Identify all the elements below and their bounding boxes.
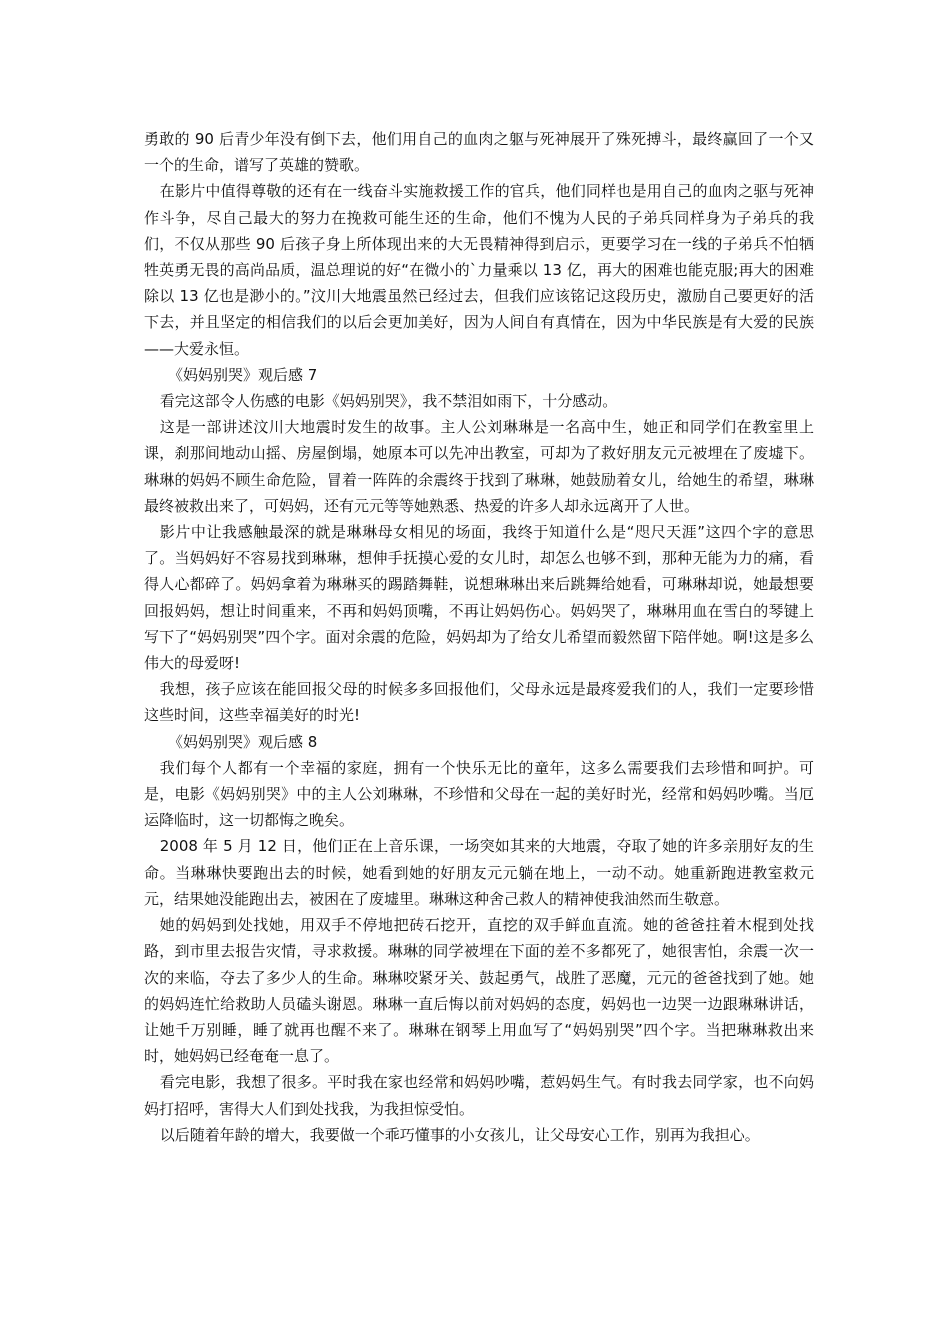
paragraph: 在影片中值得尊敬的还有在一线奋斗实施救援工作的官兵，他们同样也是用自己的血肉之驱与死神作斗争，尽自己最大的努力在挽救可能生还的生命，他们不愧为人民的子弟兵同样身为子弟兵的我们，不仅从那些 90 后孩子身上所体现出来的大无畏精神得到启示，更要学习在一线的子弟兵不怕牺牲英勇无畏的高尚品质，温总理说的好“在微小的`力量乘以 13 亿，再大的困难也能克服;再大的困难除以 13 亿也是渺小的。”汶川大地震虽然已经过去，但我们应该铭记这段历史，激励自己要更好的活下去，并且坚定的相信我们的以后会更加美好，因为人间自有真情在，因为中华民族是有大爱的民族——大爱永恒。 (144, 182, 814, 358)
paragraph: 看完电影，我想了很多。平时我在家也经常和妈妈吵嘴，惹妈妈生气。有时我去同学家，也不向妈妈打招呼，害得大人们到处找我，为我担惊受怕。 (144, 1073, 814, 1118)
paragraph: 2008 年 5 月 12 日，他们正在上音乐课，一场突如其来的大地震，夺取了她的许多亲朋好友的生命。当琳琳快要跑出去的时候，她看到她的好朋友元元躺在地上，一动不动。她重新跑进教室救元元，结果她没能跑出去，被困在了废墟里。琳琳这种舍己救人的精神使我油然而生敬意。 (144, 837, 814, 908)
document-body (144, 126, 814, 1148)
paragraph: 我想，孩子应该在能回报父母的时候多多回报他们，父母永远是最疼爱我们的人，我们一定要珍惜这些时间，这些幸福美好的时光! (144, 680, 814, 725)
paragraph: 这是一部讲述汶川大地震时发生的故事。主人公刘琳琳是一名高中生，她正和同学们在教室里上课，刹那间地动山摇、房屋倒塌，她原本可以先冲出教室，可却为了救好朋友元元被埋在了废墟下。琳琳的妈妈不顾生命危险，冒着一阵阵的余震终于找到了琳琳，她鼓励着女儿，给她生的希望，琳琳最终被救出来了，可妈妈，还有元元等等她熟悉、热爱的许多人却永远离开了人世。 (144, 418, 814, 515)
paragraph: 看完这部令人伤感的电影《妈妈别哭》，我不禁泪如雨下，十分感动。 (159, 392, 618, 411)
section-title: 《妈妈别哭》观后感 7 (168, 365, 318, 384)
section-title: 《妈妈别哭》观后感 8 (168, 732, 318, 751)
paragraph: 我们每个人都有一个幸福的家庭，拥有一个快乐无比的童年，这多么需要我们去珍惜和呵护。可是，电影《妈妈别哭》中的主人公刘琳琳，不珍惜和父母在一起的美好时光，经常和妈妈吵嘴。当厄运降临时，这一切都悔之晚矣。 (144, 758, 814, 830)
paragraph: 她的妈妈到处找她，用双手不停地把砖石挖开，直挖的双手鲜血直流。她的爸爸拄着木棍到处找路，到市里去报告灾情，寻求救援。琳琳的同学被埋在下面的差不多都死了，她很害怕，余震一次一次的来临，夺去了多少人的生命。琳琳咬紧牙关、鼓起勇气，战胜了恶魔，元元的爸爸找到了她。她的妈妈连忙给救助人员磕头谢恩。琳琳一直后悔以前对妈妈的态度，妈妈也一边哭一边跟琳琳讲话，让她千万别睡，睡了就再也醒不来了。琳琳在钢琴上用血写了“妈妈别哭”四个字。当把琳琳救出来时，她妈妈已经奄奄一息了。 (144, 916, 814, 1066)
paragraph: 影片中让我感触最深的就是琳琳母女相见的场面，我终于知道什么是“咫尺天涯”这四个字的意思了。当妈妈好不容易找到琳琳，想伸手抚摸心爱的女儿时，却怎么也够不到，那种无能为力的痛，看得人心都碎了。妈妈拿着为琳琳买的踢踏舞鞋，说想琳琳出来后跳舞给她看，可琳琳却说，她最想要回报妈妈，想让时间重来，不再和妈妈顶嘴，不再让妈妈伤心。妈妈哭了，琳琳用血在雪白的琴键上写下了“妈妈别哭”四个字。面对余震的危险，妈妈却为了给女儿希望而毅然留下陪伴她。啊!这是多么伟大的母爱呀! (144, 523, 814, 673)
paragraph-continuation: 勇敢的 90 后青少年没有倒下去，他们用自己的血肉之躯与死神展开了殊死搏斗，最终赢回了一个又一个的生命，谱写了英雄的赞歌。 (144, 130, 814, 175)
paragraph: 以后随着年龄的增大，我要做一个乖巧懂事的小女孩儿，让父母安心工作，别再为我担心。 (159, 1125, 760, 1144)
